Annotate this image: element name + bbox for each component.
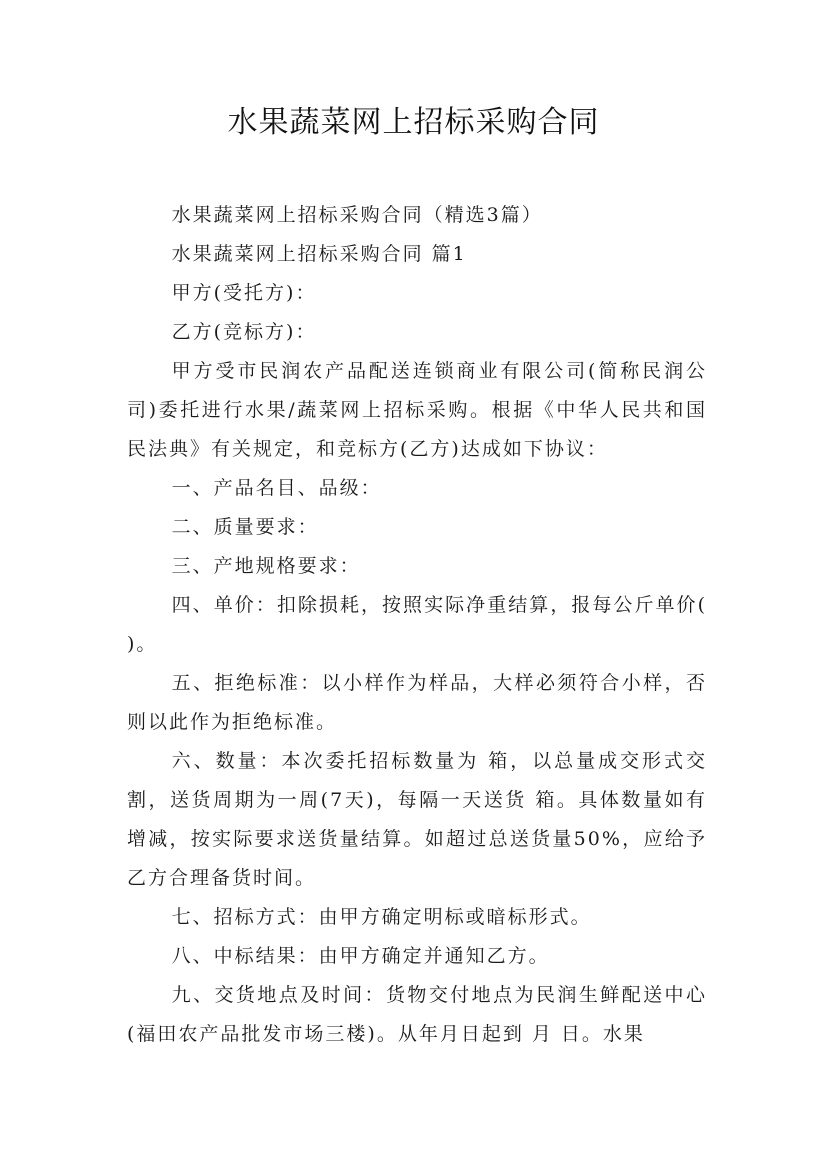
clause-9: 九、交货地点及时间：货物交付地点为民润生鲜配送中心(福田农产品批发市场三楼)。从年月日起到 月 日。水果 xyxy=(127,984,707,1045)
clause-1: 一、产品名目、品级： xyxy=(171,477,382,499)
party-a-line: 甲方(受托方)： xyxy=(171,282,317,304)
clause-5: 五、拒绝标准：以小样作为样品，大样必须符合小样，否则以此作为拒绝标准。 xyxy=(127,672,707,733)
section-heading: 水果蔬菜网上招标采购合同 篇1 xyxy=(171,243,467,265)
clause-2: 二、质量要求： xyxy=(171,516,319,538)
clause-6: 六、数量：本次委托招标数量为 箱，以总量成交形式交割，送货周期为一周(7天)，每隔一天送货 箱。具体数量如有增减，按实际要求送货量结算。如超过总送货量50%，应给予乙方合理备货时间。 xyxy=(127,750,707,889)
subtitle-paragraph: 水果蔬菜网上招标采购合同（精选3篇） xyxy=(171,204,543,226)
clause-4: 四、单价：扣除损耗，按照实际净重结算，报每公斤单价( )。 xyxy=(127,594,707,655)
clause-7: 七、招标方式：由甲方确定明标或暗标形式。 xyxy=(171,906,592,928)
clause-8: 八、中标结果：由甲方确定并通知乙方。 xyxy=(171,945,550,967)
clause-3: 三、产地规格要求： xyxy=(171,555,361,577)
document-title: 水果蔬菜网上招标采购合同 xyxy=(227,105,600,140)
document-body xyxy=(127,196,707,1054)
party-b-line: 乙方(竞标方)： xyxy=(171,321,317,343)
preamble-paragraph: 甲方受市民润农产品配送连锁商业有限公司(简称民润公司)委托进行水果/蔬菜网上招标采购。根据《中华人民共和国民法典》有关规定，和竞标方(乙方)达成如下协议： xyxy=(127,360,707,460)
